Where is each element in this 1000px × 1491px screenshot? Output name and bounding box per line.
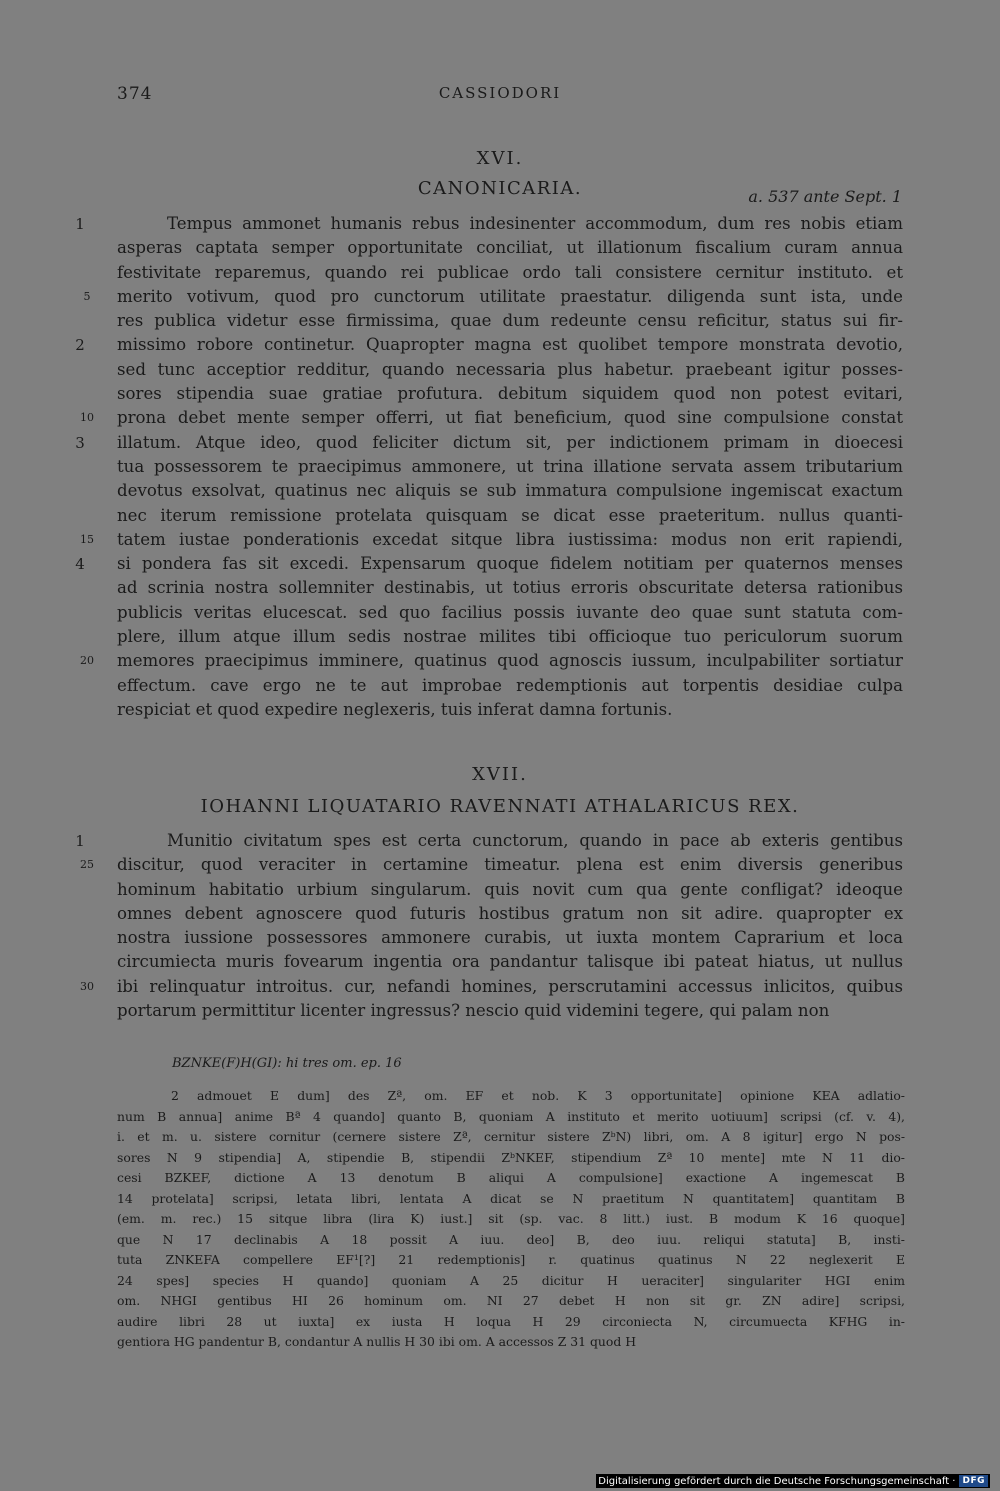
text-line [117, 261, 903, 285]
text-line [117, 236, 903, 260]
text-line [75, 552, 903, 576]
line-text: omnes debent agnoscere quod futuris hostibus gratum non sit adire. quapropter ex [117, 903, 903, 923]
line-text: asperas captata semper opportunitate conciliat, ut illationum fiscalium curam annua [117, 238, 903, 258]
letter-16-title: CANONICARIA. [417, 178, 583, 199]
line-text: illatum. Atque ideo, quod feliciter dictum sit, per indictionem primam in dioecesi [117, 432, 903, 452]
text-line [117, 504, 903, 528]
text-line [80, 975, 903, 999]
text-line [80, 406, 903, 430]
paragraph-number: 1 [75, 832, 85, 850]
paragraph-number: 2 [75, 336, 85, 355]
line-text: memores praecipimus imminere, quatinus quod agnoscis iussum, inculpabiliter sortiatur [117, 651, 903, 671]
line-text: hominum habitatio urbium singularum. quis novit cum qua gente confligat? ideoque [117, 879, 903, 899]
line-text: sed tunc acceptior redditur, quando necessaria plus habetur. praebeant igitur posses- [117, 359, 903, 379]
text-line [117, 309, 903, 333]
text-line [117, 878, 903, 902]
text-line [117, 999, 903, 1023]
line-number: 5 [83, 289, 91, 303]
line-text: ibi relinquatur introitus. cur, nefandi homines, perscrutamini accessus inlicitos, quibus [117, 976, 903, 996]
apparatus-line: 2 admouet E dum] des Zª, om. EF et nob. K 3 opportunitate] opinione KEA adlatio- [171, 1088, 905, 1103]
letter-17-body [75, 829, 903, 1023]
text-line [117, 902, 903, 926]
paragraph-number: 3 [75, 433, 85, 452]
apparatus-witnesses: BZNKE(F)H(GI): hi tres om. ep. 16 [172, 1056, 402, 1071]
apparatus-line: que N 17 declinabis A 18 possit A iuu. deo] B, deo iuu. reliqui statuta] B, insti- [117, 1231, 905, 1247]
funding-text: Digitalisierung gefördert durch die Deutsche Forschungsgemeinschaft · [598, 1475, 956, 1487]
letter-16-date: a. 537 ante Sept. 1 [748, 187, 902, 206]
apparatus-line: (em. m. rec.) 15 sitque libra (lira K) iust.] sit (sp. vac. 8 litt.) iust. B modum K 16 quoque] [117, 1211, 905, 1226]
line-text: nostra iussione possessores ammonere curabis, ut iuxta montem Caprarium et loca [117, 928, 903, 948]
paragraph-number: 1 [75, 215, 85, 233]
line-text: Tempus ammonet humanis rebus indesinenter accommodum, dum res nobis etiam [167, 214, 903, 233]
text-line [117, 625, 903, 649]
text-line [75, 212, 903, 236]
text-line [117, 382, 903, 406]
running-title: CASSIODORI [438, 84, 562, 102]
text-line [117, 358, 903, 382]
line-text: circumiecta muris fovearum ingentia ora pandantur talisque ibi pateat hiatus, ut nullus [117, 952, 903, 972]
line-text: tua possessorem te praecipimus ammonere, ut trina illatione servata assem tributarium [117, 456, 903, 476]
paragraph-number: 4 [75, 555, 85, 574]
line-text: portarum permittitur licenter ingressus? nescio quid videmini tegere, qui palam non [117, 1001, 830, 1021]
line-text: prona debet mente semper offerri, ut fiat beneficium, quod sine compulsione constat [117, 408, 903, 428]
text-line [80, 649, 903, 673]
line-text: missimo robore continetur. Quapropter magna est quolibet tempore monstrata devotio, [117, 335, 903, 355]
text-line [75, 333, 903, 357]
text-line [117, 479, 903, 503]
line-text: festivitate reparemus, quando rei publicae ordo tali consistere cernitur instituto. et [117, 262, 903, 282]
apparatus-line: gentiora HG pandentur B, condantur A nullis H 30 ibi om. A accessos Z 31 quod H [117, 1334, 637, 1349]
text-line [117, 950, 903, 974]
line-number: 25 [80, 858, 94, 872]
line-text: ad scrinia nostra sollemniter destinabis, ut totius erroris obscuritate detersa rationibus [117, 578, 903, 598]
line-text: si pondera fas sit excedi. Expensarum quoque fidelem notitiam per quaternos menses [117, 554, 903, 574]
text-line [117, 698, 903, 722]
line-number: 20 [80, 654, 94, 668]
apparatus-line: num B annua] anime Bª 4 quando] quanto B, quoniam A instituto et merito uotiuum] scripsi (cf. v. 4), [117, 1108, 905, 1124]
line-text: respiciat et quod expedire neglexeris, tuis inferat damna fortunis. [117, 699, 673, 719]
text-line [117, 601, 903, 625]
line-text: Munitio civitatum spes est certa cunctorum, quando in pace ab exteris gentibus [167, 831, 903, 850]
apparatus-line: tuta ZNKEFA compellere EF¹[?] 21 redemptionis] r. quatinus quatinus N 22 neglexerit E [117, 1252, 905, 1267]
apparatus-line: om. NHGI gentibus HI 26 hominum om. NI 27 debet H non sit gr. ZN adire] scripsi, [117, 1293, 905, 1308]
line-text: discitur, quod veraciter in certamine timeatur. plena est enim diversis generibus [117, 855, 903, 875]
apparatus-line: i. et m. u. sistere cornitur (cernere sistere Zª, cernitur sistere ZᵇN) libri, om. A 8 igitur] ergo N pos- [117, 1129, 905, 1144]
line-text: effectum. cave ergo ne te aut improbae redemptionis aut torpentis desidiae culpa [117, 675, 903, 695]
line-text: publicis veritas elucescat. sed quo facilius possis iuvante deo quae sunt statuta com- [117, 602, 903, 622]
line-text: res publica videtur esse firmissima, quae dum redeunte censu reficitur, status sui fir- [117, 311, 903, 331]
line-number: 30 [80, 979, 94, 993]
text-line [75, 431, 903, 455]
line-number: 15 [80, 532, 94, 546]
page-number: 374 [117, 84, 153, 104]
letter-17-number: XVII. [472, 764, 528, 785]
letter-16-number: XVI. [476, 148, 524, 169]
line-text: tatem iustae ponderationis excedat sitque libra iustissima: modus non erit rapiendi, [117, 529, 903, 549]
apparatus-line: 14 protelata] scripsi, letata libri, lentata A dicat se N praetitum N quantitatem] quantitam B [117, 1190, 905, 1206]
line-text: nec iterum remissione protelata quisquam se dicat esse praeteritum. nullus quanti- [117, 505, 903, 525]
letter-17-title: IOHANNI LIQUATARIO RAVENNATI ATHALARICUS REX. [200, 796, 800, 817]
text-line [117, 926, 903, 950]
text-line [80, 528, 903, 552]
text-line [75, 829, 903, 853]
line-text: devotus exsolvat, quatinus nec aliquis se sub immatura compulsione ingemiscat exactum [117, 481, 903, 501]
running-head [0, 84, 1000, 108]
text-line [80, 853, 903, 877]
apparatus-line: cesi BZKEF, dictione A 13 denotum B aliqui A compulsione] exactione A ingemescat B [117, 1170, 905, 1185]
letter-16-body [75, 212, 903, 722]
line-text: plere, illum atque illum sedis nostrae milites tibi officioque tuo periculorum suorum [117, 627, 903, 647]
critical-apparatus [117, 1086, 905, 1353]
apparatus-line: sores N 9 stipendia] A, stipendie B, stipendii ZᵇNKEF, stipendium Zª 10 mente] mte N 11 dio- [117, 1149, 905, 1165]
text-line [83, 285, 903, 309]
apparatus-line: audire libri 28 ut iuxta] ex iusta H loqua H 29 circoniecta N, circumuecta KFHG in- [117, 1313, 905, 1329]
text-line [117, 576, 903, 600]
apparatus-line: 24 spes] species H quando] quoniam A 25 dicitur H ueraciter] singulariter HGI enim [117, 1272, 905, 1288]
text-line [117, 674, 903, 698]
text-line [117, 455, 903, 479]
line-text: sores stipendia suae gratiae profutura. debitum siquidem quod non potest evitari, [117, 384, 903, 404]
funding-notice [596, 1474, 990, 1488]
line-text: merito votivum, quod pro cunctorum utilitate praestatur. diligenda sunt ista, unde [117, 286, 903, 306]
line-number: 10 [80, 411, 94, 425]
dfg-logo: DFG [959, 1475, 988, 1487]
